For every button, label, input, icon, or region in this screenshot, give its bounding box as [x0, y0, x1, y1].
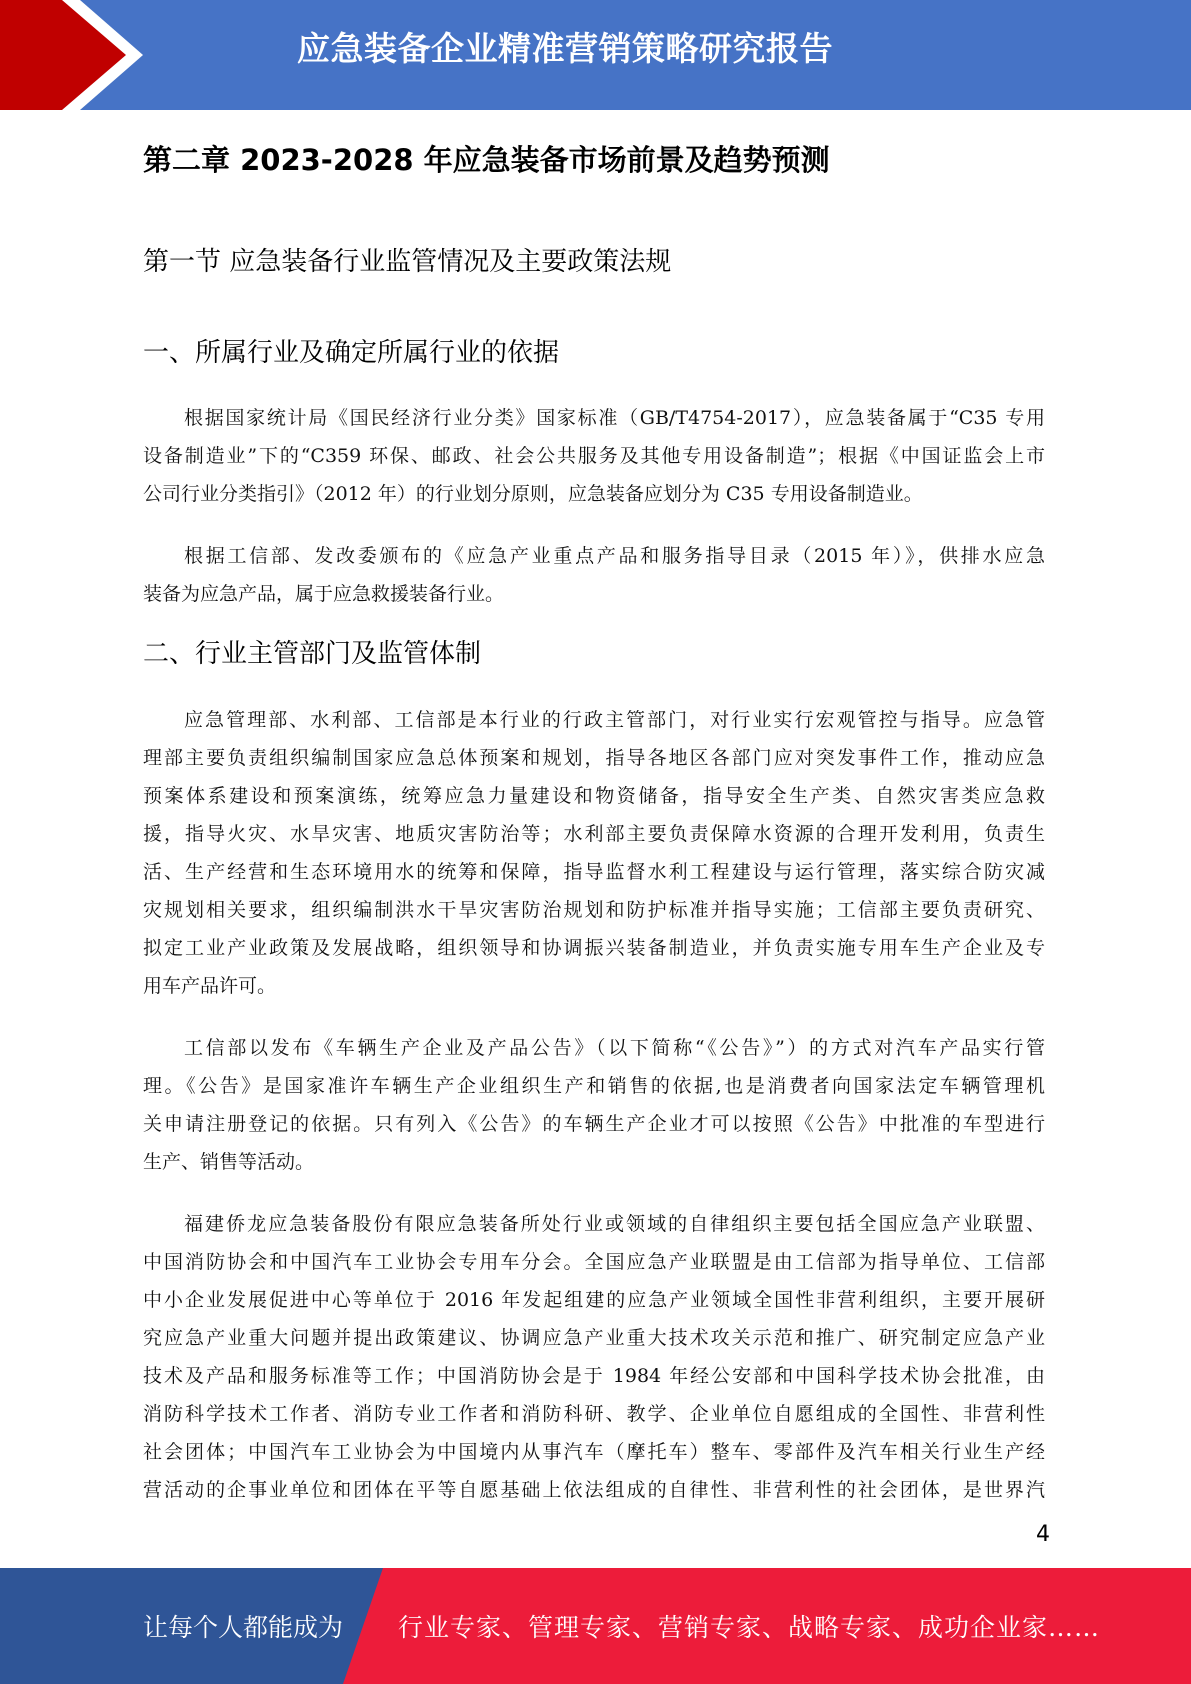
- report-header: [0, 0, 1191, 110]
- chapter-title: 第二章 2023-2028 年应急装备市场前景及趋势预测: [143, 143, 830, 177]
- paragraph-line: 福建侨龙应急装备股份有限应急装备所处行业或领域的自律组织主要包括全国应急产业联盟、: [184, 1213, 1045, 1235]
- paragraph: [143, 1029, 1045, 1181]
- report-title: 应急装备企业精准营销策略研究报告: [297, 29, 833, 68]
- paragraph-line: 生产、销售等活动。: [143, 1151, 315, 1173]
- paragraph-line: 应急管理部、水利部、工信部是本行业的行政主管部门，对行业实行宏观管控与指导。应急管: [184, 709, 1045, 731]
- paragraph-line: 究应急产业重大问题并提出政策建议、协调应急产业重大技术攻关示范和推广、研究制定应急产业: [143, 1327, 1045, 1349]
- paragraph-line: 理。《公告》是国家准许车辆生产企业组织生产和销售的依据,也是消费者向国家法定车辆管理机: [143, 1075, 1045, 1097]
- section-title: 第一节 应急装备行业监管情况及主要政策法规: [143, 247, 672, 277]
- paragraph: [143, 701, 1045, 1005]
- paragraph: [143, 537, 1045, 613]
- footer-slogan-right: 行业专家、管理专家、营销专家、战略专家、成功企业家……: [398, 1613, 1101, 1642]
- paragraph-line: 工信部以发布《车辆生产企业及产品公告》（以下简称“《公告》”）的方式对汽车产品实行管: [184, 1037, 1045, 1059]
- paragraph: [143, 399, 1045, 513]
- paragraph-line: 关申请注册登记的依据。只有列入《公告》的车辆生产企业才可以按照《公告》中批准的车型进行: [143, 1113, 1045, 1135]
- paragraph: [143, 1205, 1045, 1509]
- paragraph-line: 灾规划相关要求，组织编制洪水干旱灾害防治规划和防护标准并指导实施；工信部主要负责研究、: [143, 899, 1045, 921]
- page-number: 4: [1036, 1522, 1050, 1547]
- paragraph-line: 中小企业发展促进中心等单位于 2016 年发起组建的应急产业领域全国性非营利组织，主要开展研: [143, 1289, 1045, 1311]
- paragraph-line: 社会团体；中国汽车工业协会为中国境内从事汽车（摩托车）整车、零部件及汽车相关行业生产经: [143, 1441, 1045, 1463]
- subsection-heading: 二、行业主管部门及监管体制: [143, 639, 482, 669]
- paragraph-line: 根据工信部、发改委颁布的《应急产业重点产品和服务指导目录（2015 年）》，供排水应急: [184, 545, 1045, 567]
- paragraph-line: 拟定工业产业政策及发展战略，组织领导和协调振兴装备制造业，并负责实施专用车生产企业及专: [143, 937, 1045, 959]
- paragraph-line: 根据国家统计局《国民经济行业分类》国家标准（GB/T4754-2017），应急装备属于“C35 专用: [184, 407, 1045, 429]
- footer-slogan-left: 让每个人都能成为: [143, 1613, 344, 1642]
- paragraph-line: 理部主要负责组织编制国家应急总体预案和规划，指导各地区各部门应对突发事件工作，推动应急: [143, 747, 1045, 769]
- paragraph-line: 消防科学技术工作者、消防专业工作者和消防科研、教学、企业单位自愿组成的全国性、非营利性: [143, 1403, 1045, 1425]
- paragraph-line: 装备为应急产品，属于应急救援装备行业。: [143, 583, 505, 605]
- paragraph-line: 活、生产经营和生态环境用水的统筹和保障，指导监督水利工程建设与运行管理，落实综合防灾减: [143, 861, 1045, 883]
- paragraph-line: 技术及产品和服务标准等工作；中国消防协会是于 1984 年经公安部和中国科学技术协会批准，由: [143, 1365, 1045, 1387]
- footer-band: [0, 1568, 1191, 1684]
- paragraph-line: 公司行业分类指引》（2012 年）的行业划分原则，应急装备应划分为 C35 专用设备制造业。: [143, 483, 923, 505]
- paragraph-line: 营活动的企事业单位和团体在平等自愿基础上依法组成的自律性、非营利性的社会团体，是世界汽: [143, 1479, 1045, 1501]
- paragraph-line: 用车产品许可。: [143, 975, 277, 997]
- paragraph-line: 援，指导火灾、水旱灾害、地质灾害防治等；水利部主要负责保障水资源的合理开发利用，负责生: [143, 823, 1045, 845]
- paragraph-line: 中国消防协会和中国汽车工业协会专用车分会。全国应急产业联盟是由工信部为指导单位、工信部: [143, 1251, 1045, 1273]
- paragraph-line: 设备制造业”下的“C359 环保、邮政、社会公共服务及其他专用设备制造”；根据《中国证监会上市: [143, 445, 1045, 467]
- paragraph-line: 预案体系建设和预案演练，统筹应急力量建设和物资储备，指导安全生产类、自然灾害类应急救: [143, 785, 1045, 807]
- subsection-heading: 一、所属行业及确定所属行业的依据: [143, 338, 560, 368]
